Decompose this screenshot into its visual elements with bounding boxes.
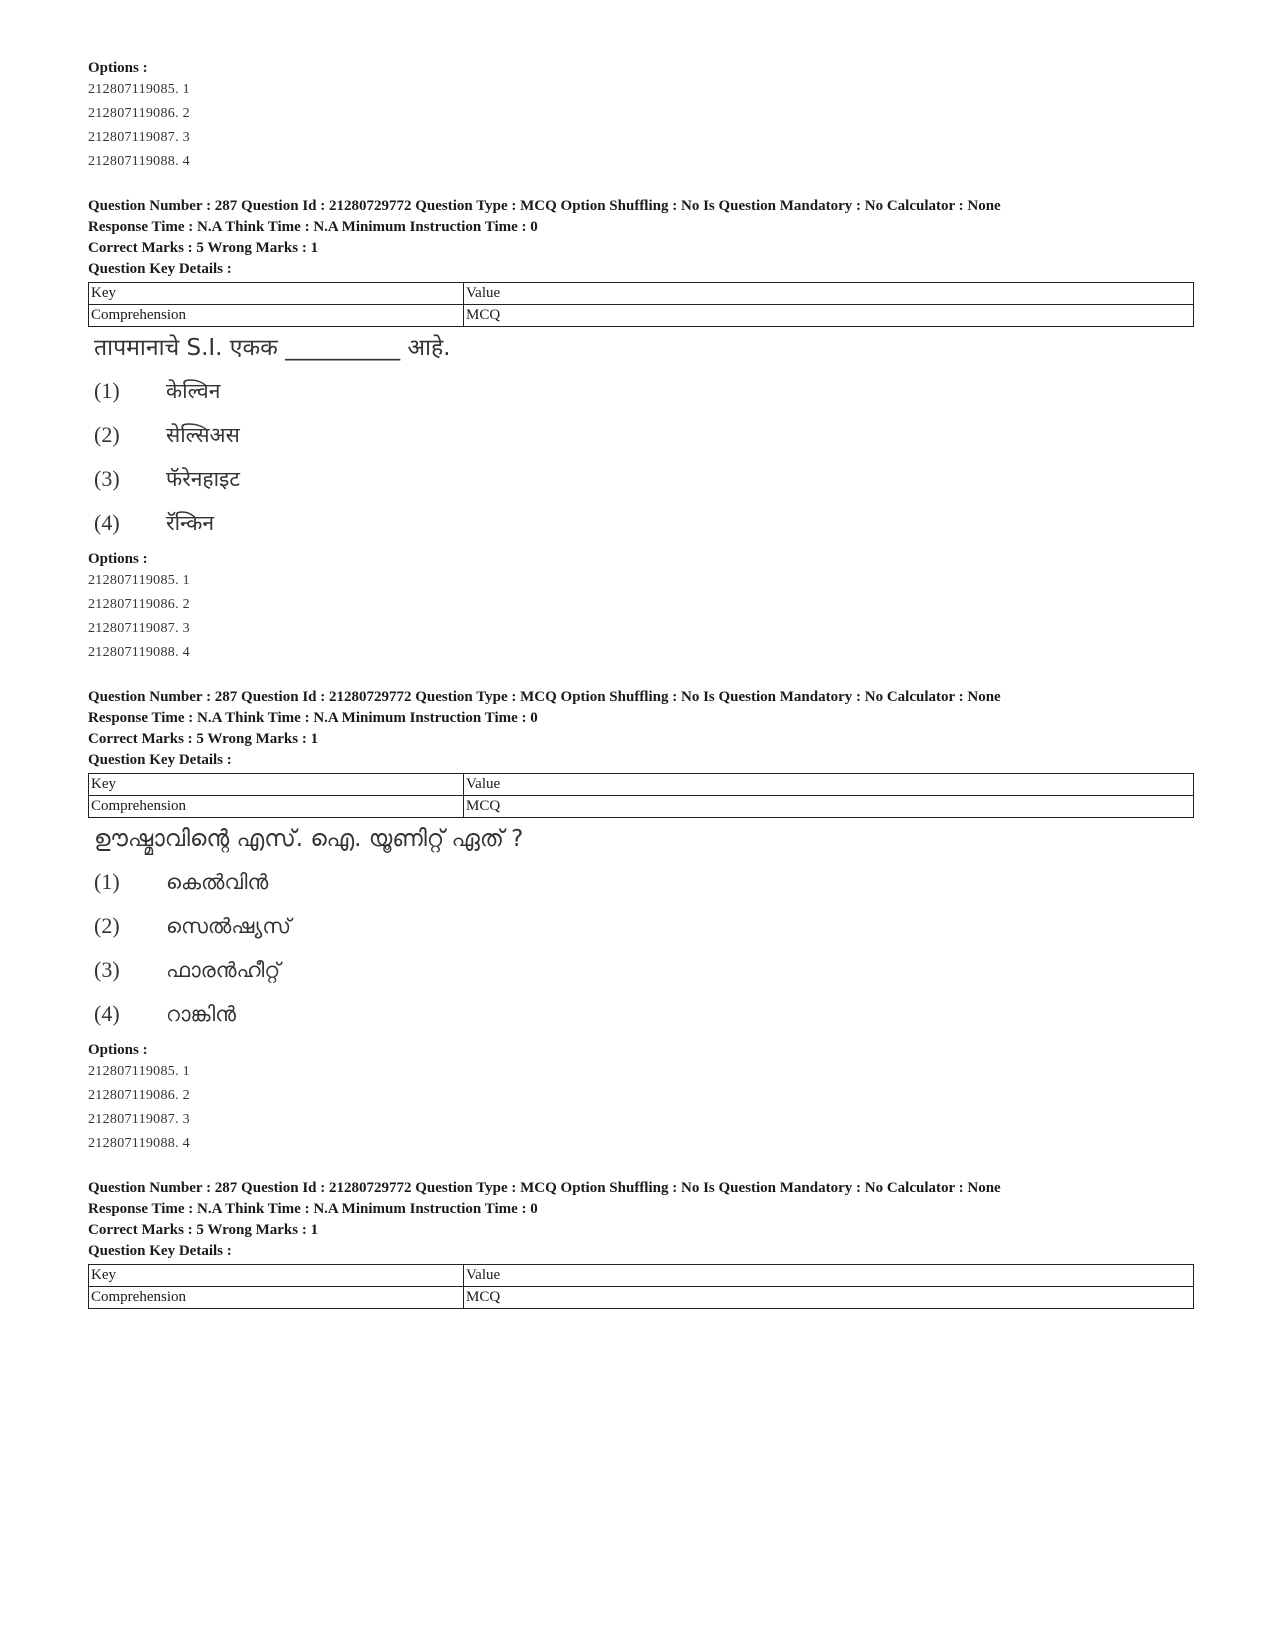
options-block	[88, 1040, 1188, 1156]
table-header-key: Key	[89, 774, 464, 796]
choice-item	[88, 904, 1188, 948]
option-id: 212807119085. 1	[88, 573, 190, 588]
marks-line: Correct Marks : 5 Wrong Marks : 1	[88, 731, 319, 747]
choice-number: (3)	[94, 466, 120, 491]
options-label: Options :	[88, 60, 148, 76]
option-id: 212807119086. 2	[88, 597, 190, 612]
choice-number: (2)	[94, 422, 120, 447]
choice-text: फॅरेनहाइट	[166, 467, 240, 491]
choice-number: (3)	[94, 957, 120, 982]
question-text: तापमानाचे S.I. एकक __________ आहे.	[94, 335, 451, 361]
choice-item	[88, 948, 1188, 992]
options-block-top	[88, 58, 1188, 174]
options-label: Options :	[88, 1042, 148, 1058]
question-meta-line: Response Time : N.A Think Time : N.A Minimum Instruction Time : 0	[88, 710, 538, 726]
choice-item	[88, 501, 1188, 545]
option-id: 212807119087. 3	[88, 621, 190, 636]
choice-text: सेल्सिअस	[166, 423, 240, 447]
question-key-table	[88, 773, 1194, 818]
choice-number: (2)	[94, 913, 120, 938]
choice-text: ഫാരൻഹീറ്റ്	[166, 958, 281, 982]
question-section-next	[88, 1178, 1188, 1309]
choice-item	[88, 457, 1188, 501]
table-header-key: Key	[89, 283, 464, 305]
table-header-value: Value	[464, 774, 1194, 796]
choice-number: (4)	[94, 510, 120, 535]
question-meta-line: Question Number : 287 Question Id : 21280729772 Question Type : MCQ Option Shuffling : No Is Question Mandatory : No Calculator : None	[88, 198, 1001, 214]
choice-text: റാങ്കിൻ	[166, 1002, 237, 1026]
option-id: 212807119086. 2	[88, 1088, 190, 1103]
table-header-value: Value	[464, 283, 1194, 305]
choice-item	[88, 860, 1188, 904]
question-meta-line: Question Number : 287 Question Id : 21280729772 Question Type : MCQ Option Shuffling : No Is Question Mandatory : No Calculator : None	[88, 689, 1001, 705]
choice-text: കെൽവിൻ	[166, 870, 269, 894]
choice-text: केल्विन	[166, 379, 221, 403]
table-cell-key: Comprehension	[89, 305, 464, 327]
option-id: 212807119087. 3	[88, 1112, 190, 1127]
choice-item	[88, 413, 1188, 457]
marks-line: Correct Marks : 5 Wrong Marks : 1	[88, 240, 319, 256]
key-details-label: Question Key Details :	[88, 261, 232, 277]
option-id: 212807119085. 1	[88, 82, 190, 97]
options-block	[88, 549, 1188, 665]
choice-item	[88, 992, 1188, 1036]
table-cell-key: Comprehension	[89, 796, 464, 818]
option-id: 212807119085. 1	[88, 1064, 190, 1079]
choice-text: रॅन्किन	[166, 511, 215, 535]
option-id: 212807119087. 3	[88, 130, 190, 145]
option-id: 212807119088. 4	[88, 154, 190, 169]
marks-line: Correct Marks : 5 Wrong Marks : 1	[88, 1222, 319, 1238]
option-id: 212807119086. 2	[88, 106, 190, 121]
options-label: Options :	[88, 551, 148, 567]
question-key-table	[88, 282, 1194, 327]
option-id: 212807119088. 4	[88, 1136, 190, 1151]
choice-number: (1)	[94, 869, 120, 894]
table-cell-value: MCQ	[464, 796, 1194, 818]
table-cell-key: Comprehension	[89, 1287, 464, 1309]
question-meta-line: Response Time : N.A Think Time : N.A Minimum Instruction Time : 0	[88, 1201, 538, 1217]
question-section-malayalam	[88, 687, 1188, 1156]
choice-item	[88, 369, 1188, 413]
choice-number: (4)	[94, 1001, 120, 1026]
key-details-label: Question Key Details :	[88, 752, 232, 768]
question-meta-line: Question Number : 287 Question Id : 21280729772 Question Type : MCQ Option Shuffling : No Is Question Mandatory : No Calculator : None	[88, 1180, 1001, 1196]
table-cell-value: MCQ	[464, 305, 1194, 327]
table-cell-value: MCQ	[464, 1287, 1194, 1309]
question-section-marathi	[88, 196, 1188, 665]
table-header-value: Value	[464, 1265, 1194, 1287]
question-meta-line: Response Time : N.A Think Time : N.A Minimum Instruction Time : 0	[88, 219, 538, 235]
choice-text: സെൽഷ്യസ്	[166, 914, 292, 938]
document-page	[88, 58, 1188, 1315]
table-header-key: Key	[89, 1265, 464, 1287]
option-id: 212807119088. 4	[88, 645, 190, 660]
choice-number: (1)	[94, 378, 120, 403]
question-text: ഊഷ്മാവിന്റെ എസ്. ഐ. യൂണിറ്റ് ഏത് ?	[94, 826, 524, 852]
question-key-table	[88, 1264, 1194, 1309]
key-details-label: Question Key Details :	[88, 1243, 232, 1259]
